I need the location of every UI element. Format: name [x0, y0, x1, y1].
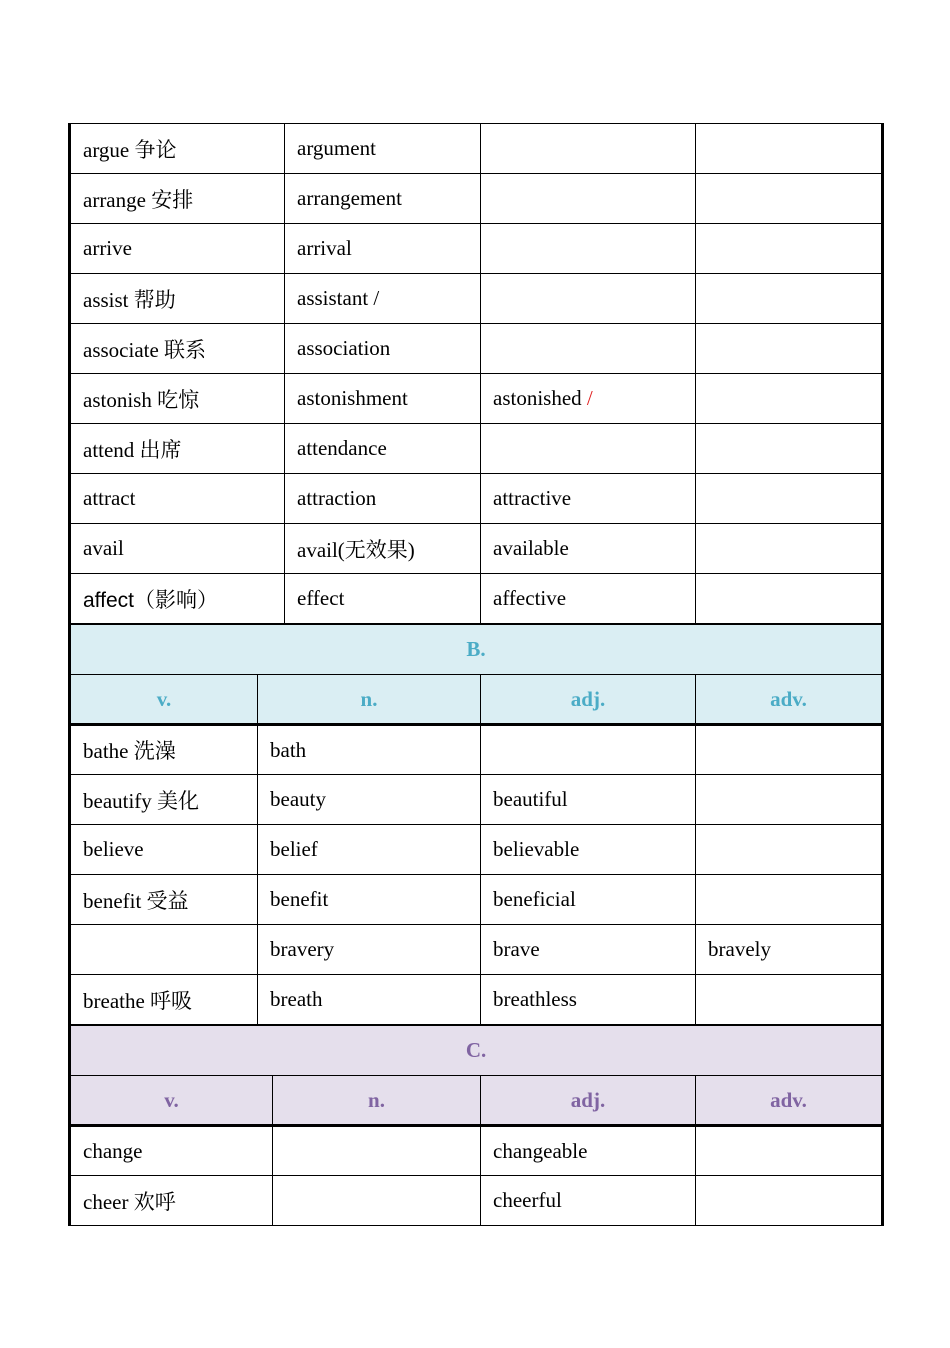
adjective-cell — [481, 775, 696, 825]
verb-cell — [70, 1176, 273, 1226]
cell-text: bravely — [708, 937, 771, 961]
vocabulary-table-wrapper — [68, 123, 881, 1226]
verb-cell — [70, 474, 285, 524]
table-row — [70, 474, 883, 524]
table-row — [70, 224, 883, 274]
cell-text: brave — [493, 937, 540, 961]
adjective-cell — [481, 975, 696, 1025]
adjective-cell — [481, 875, 696, 925]
cell-text: breathe 呼吸 — [83, 988, 193, 1013]
header-adverb: adv. — [696, 1076, 883, 1126]
header-verb: v. — [70, 1076, 273, 1126]
cell-text: beauty — [270, 787, 326, 811]
section-c-header-row — [70, 1076, 883, 1126]
table-row — [70, 574, 883, 624]
adjective-cell — [481, 424, 696, 474]
cell-text: assistant / — [297, 286, 380, 310]
table-row — [70, 775, 883, 825]
noun-cell — [285, 474, 481, 524]
cell-text: available — [493, 536, 569, 560]
cell-text: cheer 欢呼 — [83, 1189, 176, 1214]
adverb-cell — [696, 224, 883, 274]
cell-text: arrive — [83, 236, 132, 260]
noun-cell — [285, 174, 481, 224]
cell-text: changeable — [493, 1138, 588, 1163]
cell-text: association — [297, 336, 391, 360]
cell-text: attend 出席 — [83, 437, 182, 462]
adverb-cell — [696, 274, 883, 324]
verb-cell — [70, 424, 285, 474]
header-adverb: adv. — [696, 675, 883, 725]
noun-cell — [258, 875, 481, 925]
adjective-cell — [481, 374, 696, 424]
adverb-cell — [696, 424, 883, 474]
adverb-cell — [696, 574, 883, 624]
verb-cell — [70, 524, 285, 574]
table-row — [70, 424, 883, 474]
table-row — [70, 1176, 883, 1226]
cell-text: avail(无效果) — [297, 537, 415, 562]
adjective-cell — [481, 524, 696, 574]
table-row — [70, 925, 883, 975]
noun-cell — [258, 825, 481, 875]
header-adjective: adj. — [481, 675, 696, 725]
adjective-cell — [481, 574, 696, 624]
cell-text: affect（影响） — [83, 588, 218, 612]
adjective-cell — [481, 1176, 696, 1226]
noun-cell — [285, 524, 481, 574]
section-c-title-row — [70, 1026, 883, 1076]
verb-cell — [70, 174, 285, 224]
section-c-table — [68, 1025, 884, 1226]
cell-text: arrival — [297, 236, 352, 260]
verb-cell — [70, 574, 285, 624]
adjective-cell — [481, 1126, 696, 1176]
table-row — [70, 374, 883, 424]
adverb-cell — [696, 825, 883, 875]
noun-cell — [285, 374, 481, 424]
cell-text: breath — [270, 987, 323, 1011]
cell-text: attendance — [297, 436, 387, 460]
cell-text: attractive — [493, 486, 572, 510]
cell-text: benefit 受益 — [83, 888, 189, 913]
noun-cell — [285, 324, 481, 374]
adverb-cell — [696, 524, 883, 574]
cell-text: believe — [83, 837, 144, 861]
cell-text: astonishment — [297, 386, 408, 410]
verb-cell — [70, 775, 258, 825]
table-row — [70, 875, 883, 925]
table-row — [70, 174, 883, 224]
cell-text: argue 争论 — [83, 137, 177, 162]
adjective-cell — [481, 925, 696, 975]
verb-cell — [70, 374, 285, 424]
verb-cell — [70, 274, 285, 324]
cell-text: change — [83, 1138, 143, 1163]
section-c-title: C. — [70, 1026, 883, 1076]
table-row — [70, 324, 883, 374]
adverb-cell — [696, 975, 883, 1025]
verb-cell — [70, 324, 285, 374]
cell-text: benefit — [270, 887, 329, 911]
adverb-cell — [696, 775, 883, 825]
cell-text: beautiful — [493, 787, 568, 811]
header-verb: v. — [70, 675, 258, 725]
adjective-cell — [481, 224, 696, 274]
adverb-cell — [696, 725, 883, 775]
cell-text: believable — [493, 837, 580, 861]
adverb-cell — [696, 474, 883, 524]
header-noun: n. — [273, 1076, 481, 1126]
noun-cell — [285, 574, 481, 624]
verb-cell — [70, 925, 258, 975]
verb-cell — [70, 975, 258, 1025]
section-b-header-row — [70, 675, 883, 725]
table-row — [70, 274, 883, 324]
verb-cell — [70, 725, 258, 775]
cell-text: belief — [270, 837, 318, 861]
noun-cell — [285, 224, 481, 274]
section-a-table — [68, 123, 884, 624]
cell-text: astonished — [493, 386, 587, 410]
adverb-cell — [696, 1176, 883, 1226]
noun-cell — [258, 925, 481, 975]
table-row — [70, 975, 883, 1025]
cell-text: affective — [493, 586, 567, 610]
adverb-cell — [696, 174, 883, 224]
verb-cell — [70, 1126, 273, 1176]
adjective-cell — [481, 725, 696, 775]
adjective-cell — [481, 474, 696, 524]
table-row — [70, 124, 883, 174]
cell-text: argument — [297, 136, 376, 160]
adjective-cell — [481, 174, 696, 224]
cell-text: arrangement — [297, 186, 402, 210]
cell-text: astonish 吃惊 — [83, 387, 200, 412]
cell-text: arrange 安排 — [83, 187, 194, 212]
header-noun: n. — [258, 675, 481, 725]
adjective-cell — [481, 124, 696, 174]
noun-cell — [273, 1126, 481, 1176]
verb-cell — [70, 124, 285, 174]
noun-cell — [285, 274, 481, 324]
cell-text: bravery — [270, 937, 335, 961]
section-b-title: B. — [70, 625, 883, 675]
verb-cell — [70, 224, 285, 274]
table-row — [70, 825, 883, 875]
adjective-cell — [481, 825, 696, 875]
table-row — [70, 524, 883, 574]
verb-cell — [70, 875, 258, 925]
noun-cell — [273, 1176, 481, 1226]
slash-mark: / — [586, 386, 593, 410]
noun-cell — [258, 775, 481, 825]
cell-text: associate 联系 — [83, 337, 207, 362]
adverb-cell — [696, 1126, 883, 1176]
cell-text: beneficial — [493, 887, 576, 911]
adverb-cell — [696, 124, 883, 174]
verb-cell — [70, 825, 258, 875]
header-adjective: adj. — [481, 1076, 696, 1126]
noun-cell — [258, 725, 481, 775]
section-b-table — [68, 624, 884, 1025]
adverb-cell — [696, 374, 883, 424]
adverb-cell — [696, 324, 883, 374]
cell-text: avail — [83, 536, 124, 560]
adverb-cell — [696, 925, 883, 975]
noun-cell — [258, 975, 481, 1025]
cell-text: beautify 美化 — [83, 788, 200, 813]
cell-text: bath — [270, 737, 307, 762]
noun-cell — [285, 124, 481, 174]
cell-text: breathless — [493, 987, 577, 1011]
cell-text: assist 帮助 — [83, 287, 176, 312]
cell-text: cheerful — [493, 1188, 562, 1212]
adjective-cell — [481, 274, 696, 324]
noun-cell — [285, 424, 481, 474]
cell-text: attraction — [297, 486, 377, 510]
adverb-cell — [696, 875, 883, 925]
cell-text: effect — [297, 586, 345, 610]
section-b-title-row — [70, 625, 883, 675]
table-row — [70, 725, 883, 775]
cell-text: bathe 洗澡 — [83, 739, 176, 763]
cell-text: attract — [83, 486, 136, 510]
table-row — [70, 1126, 883, 1176]
adjective-cell — [481, 324, 696, 374]
